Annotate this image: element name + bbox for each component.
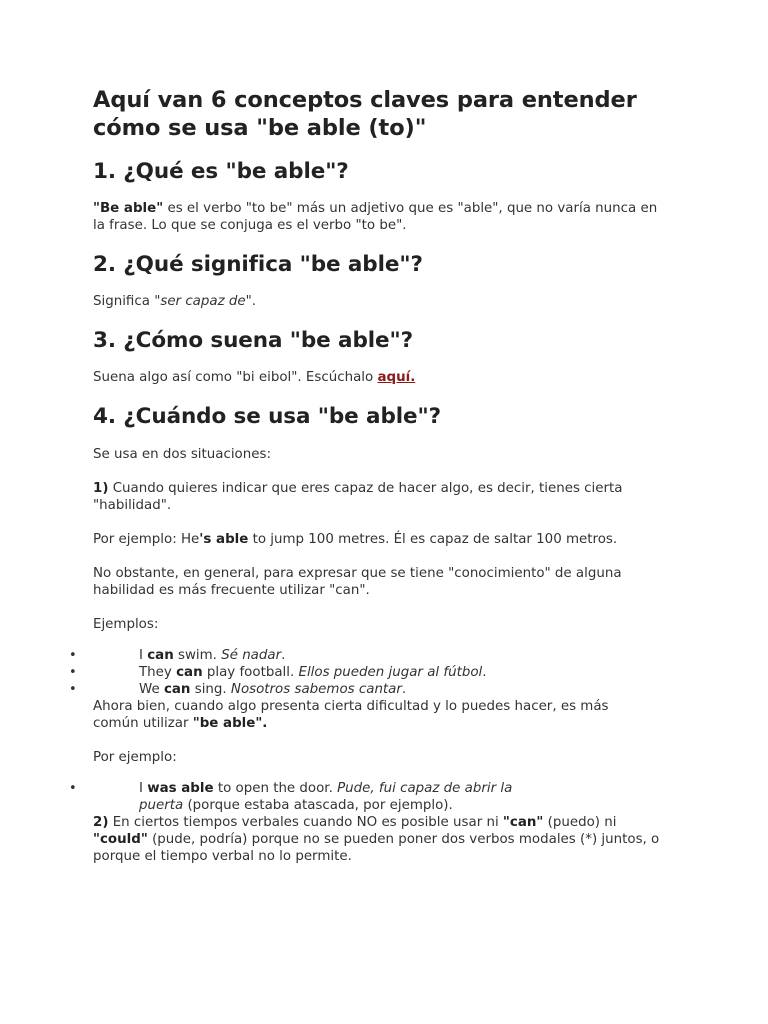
meaning-text: "ser capaz de" bbox=[154, 294, 252, 309]
example-text: play football. bbox=[202, 665, 299, 680]
ahora-bold: "be able". bbox=[192, 716, 268, 731]
ahora-text: Ahora bien, cuando algo presenta cierta dificultad y lo puedes hacer, es más común utilizar bbox=[93, 699, 609, 731]
example-text: (porque estaba atascada, por ejemplo). bbox=[183, 798, 453, 813]
example-text: I bbox=[139, 648, 148, 663]
document-body bbox=[69, 86, 673, 865]
example-bold: can bbox=[176, 665, 203, 680]
bullet: • bbox=[69, 665, 77, 680]
situation-2-number: 2) bbox=[93, 815, 109, 830]
example-bold: 's able bbox=[199, 532, 249, 547]
listen-link[interactable]: aquí. bbox=[377, 370, 416, 385]
example-translation: Nosotros sabemos cantar bbox=[230, 682, 402, 697]
paragraph-significa bbox=[93, 293, 673, 310]
list-item bbox=[69, 681, 673, 698]
could-bold: "could" bbox=[93, 832, 148, 847]
example-text: . bbox=[482, 665, 487, 680]
paragraph-ahora-bien bbox=[93, 698, 653, 732]
example-text: sing. bbox=[190, 682, 231, 697]
can-bold: "can" bbox=[502, 815, 544, 830]
significa-lead: Significa bbox=[93, 294, 155, 309]
example-bold: can bbox=[163, 682, 191, 697]
heading-cuando-se-usa: 4. ¿Cuándo se usa "be able"? bbox=[93, 404, 441, 429]
heading-que-es: 1. ¿Qué es "be able"? bbox=[93, 159, 349, 184]
example-text: . bbox=[401, 682, 407, 697]
bullet: • bbox=[69, 682, 77, 697]
examples-list-2 bbox=[69, 780, 673, 814]
paragraph-note: No obstante, en general, para expresar que se tiene "conocimiento" de alguna habilidad es más frecuente utilizar "can". bbox=[93, 566, 622, 598]
paragraph-que-es bbox=[93, 200, 669, 234]
paragraph-suena bbox=[93, 369, 673, 386]
example-tail: to jump 100 metres. Él es capaz de saltar 100 metros. bbox=[248, 532, 618, 547]
situation-2-text: (puedo) ni bbox=[543, 815, 617, 830]
suena-text: Suena algo así como "bi eibol". Escúchalo bbox=[93, 370, 378, 385]
heading-que-significa: 2. ¿Qué significa "be able"? bbox=[93, 252, 423, 277]
example-text: We bbox=[139, 682, 164, 697]
paragraph-situation-2 bbox=[93, 814, 673, 865]
paragraph-por-ejemplo: Por ejemplo: bbox=[93, 750, 177, 765]
example-text: I bbox=[139, 781, 148, 796]
example-translation: Pude, fui capaz de abrir la puerta bbox=[139, 781, 513, 813]
example-text: swim. bbox=[173, 648, 222, 663]
bullet: • bbox=[69, 781, 77, 796]
situation-1-text: Cuando quieres indicar que eres capaz de hacer algo, es decir, tienes cierta "habilidad". bbox=[93, 481, 623, 513]
examples-label: Ejemplos: bbox=[93, 617, 159, 632]
example-text: to open the door. bbox=[213, 781, 338, 796]
paragraph-intro: Se usa en dos situaciones: bbox=[93, 447, 271, 462]
definition-text: es el verbo "to be" más un adjetivo que es "able", que no varía nunca en la frase. Lo que se conjuga es el verbo "to be". bbox=[93, 201, 658, 233]
term-be-able: "Be able" bbox=[93, 201, 164, 216]
example-translation: Sé nadar bbox=[221, 648, 282, 663]
example-text: . bbox=[281, 648, 286, 663]
paragraph-situation-1 bbox=[93, 480, 653, 514]
list-item bbox=[69, 780, 559, 814]
example-translation: Ellos pueden jugar al fútbol bbox=[298, 665, 483, 680]
situation-2-text: En ciertos tiempos verbales cuando NO es posible usar ni bbox=[108, 815, 503, 830]
list-item bbox=[69, 647, 673, 664]
page-title: Aquí van 6 conceptos claves para entender cómo se usa "be able (to)" bbox=[93, 87, 637, 141]
bullet: • bbox=[69, 648, 77, 663]
significa-tail: . bbox=[251, 294, 257, 309]
paragraph-example-jump bbox=[93, 531, 653, 548]
situation-2-text: (pude, podría) porque no se pueden poner dos verbos modales (*) juntos, o porque el tiempo verbal no lo permite. bbox=[93, 832, 660, 864]
example-bold: was able bbox=[147, 781, 214, 796]
example-lead: Por ejemplo: He bbox=[93, 532, 200, 547]
examples-list bbox=[69, 647, 673, 698]
situation-1-number: 1) bbox=[93, 481, 109, 496]
list-item bbox=[69, 664, 673, 681]
example-text: They bbox=[139, 665, 177, 680]
example-bold: can bbox=[147, 648, 174, 663]
heading-como-suena: 3. ¿Cómo suena "be able"? bbox=[93, 328, 413, 353]
